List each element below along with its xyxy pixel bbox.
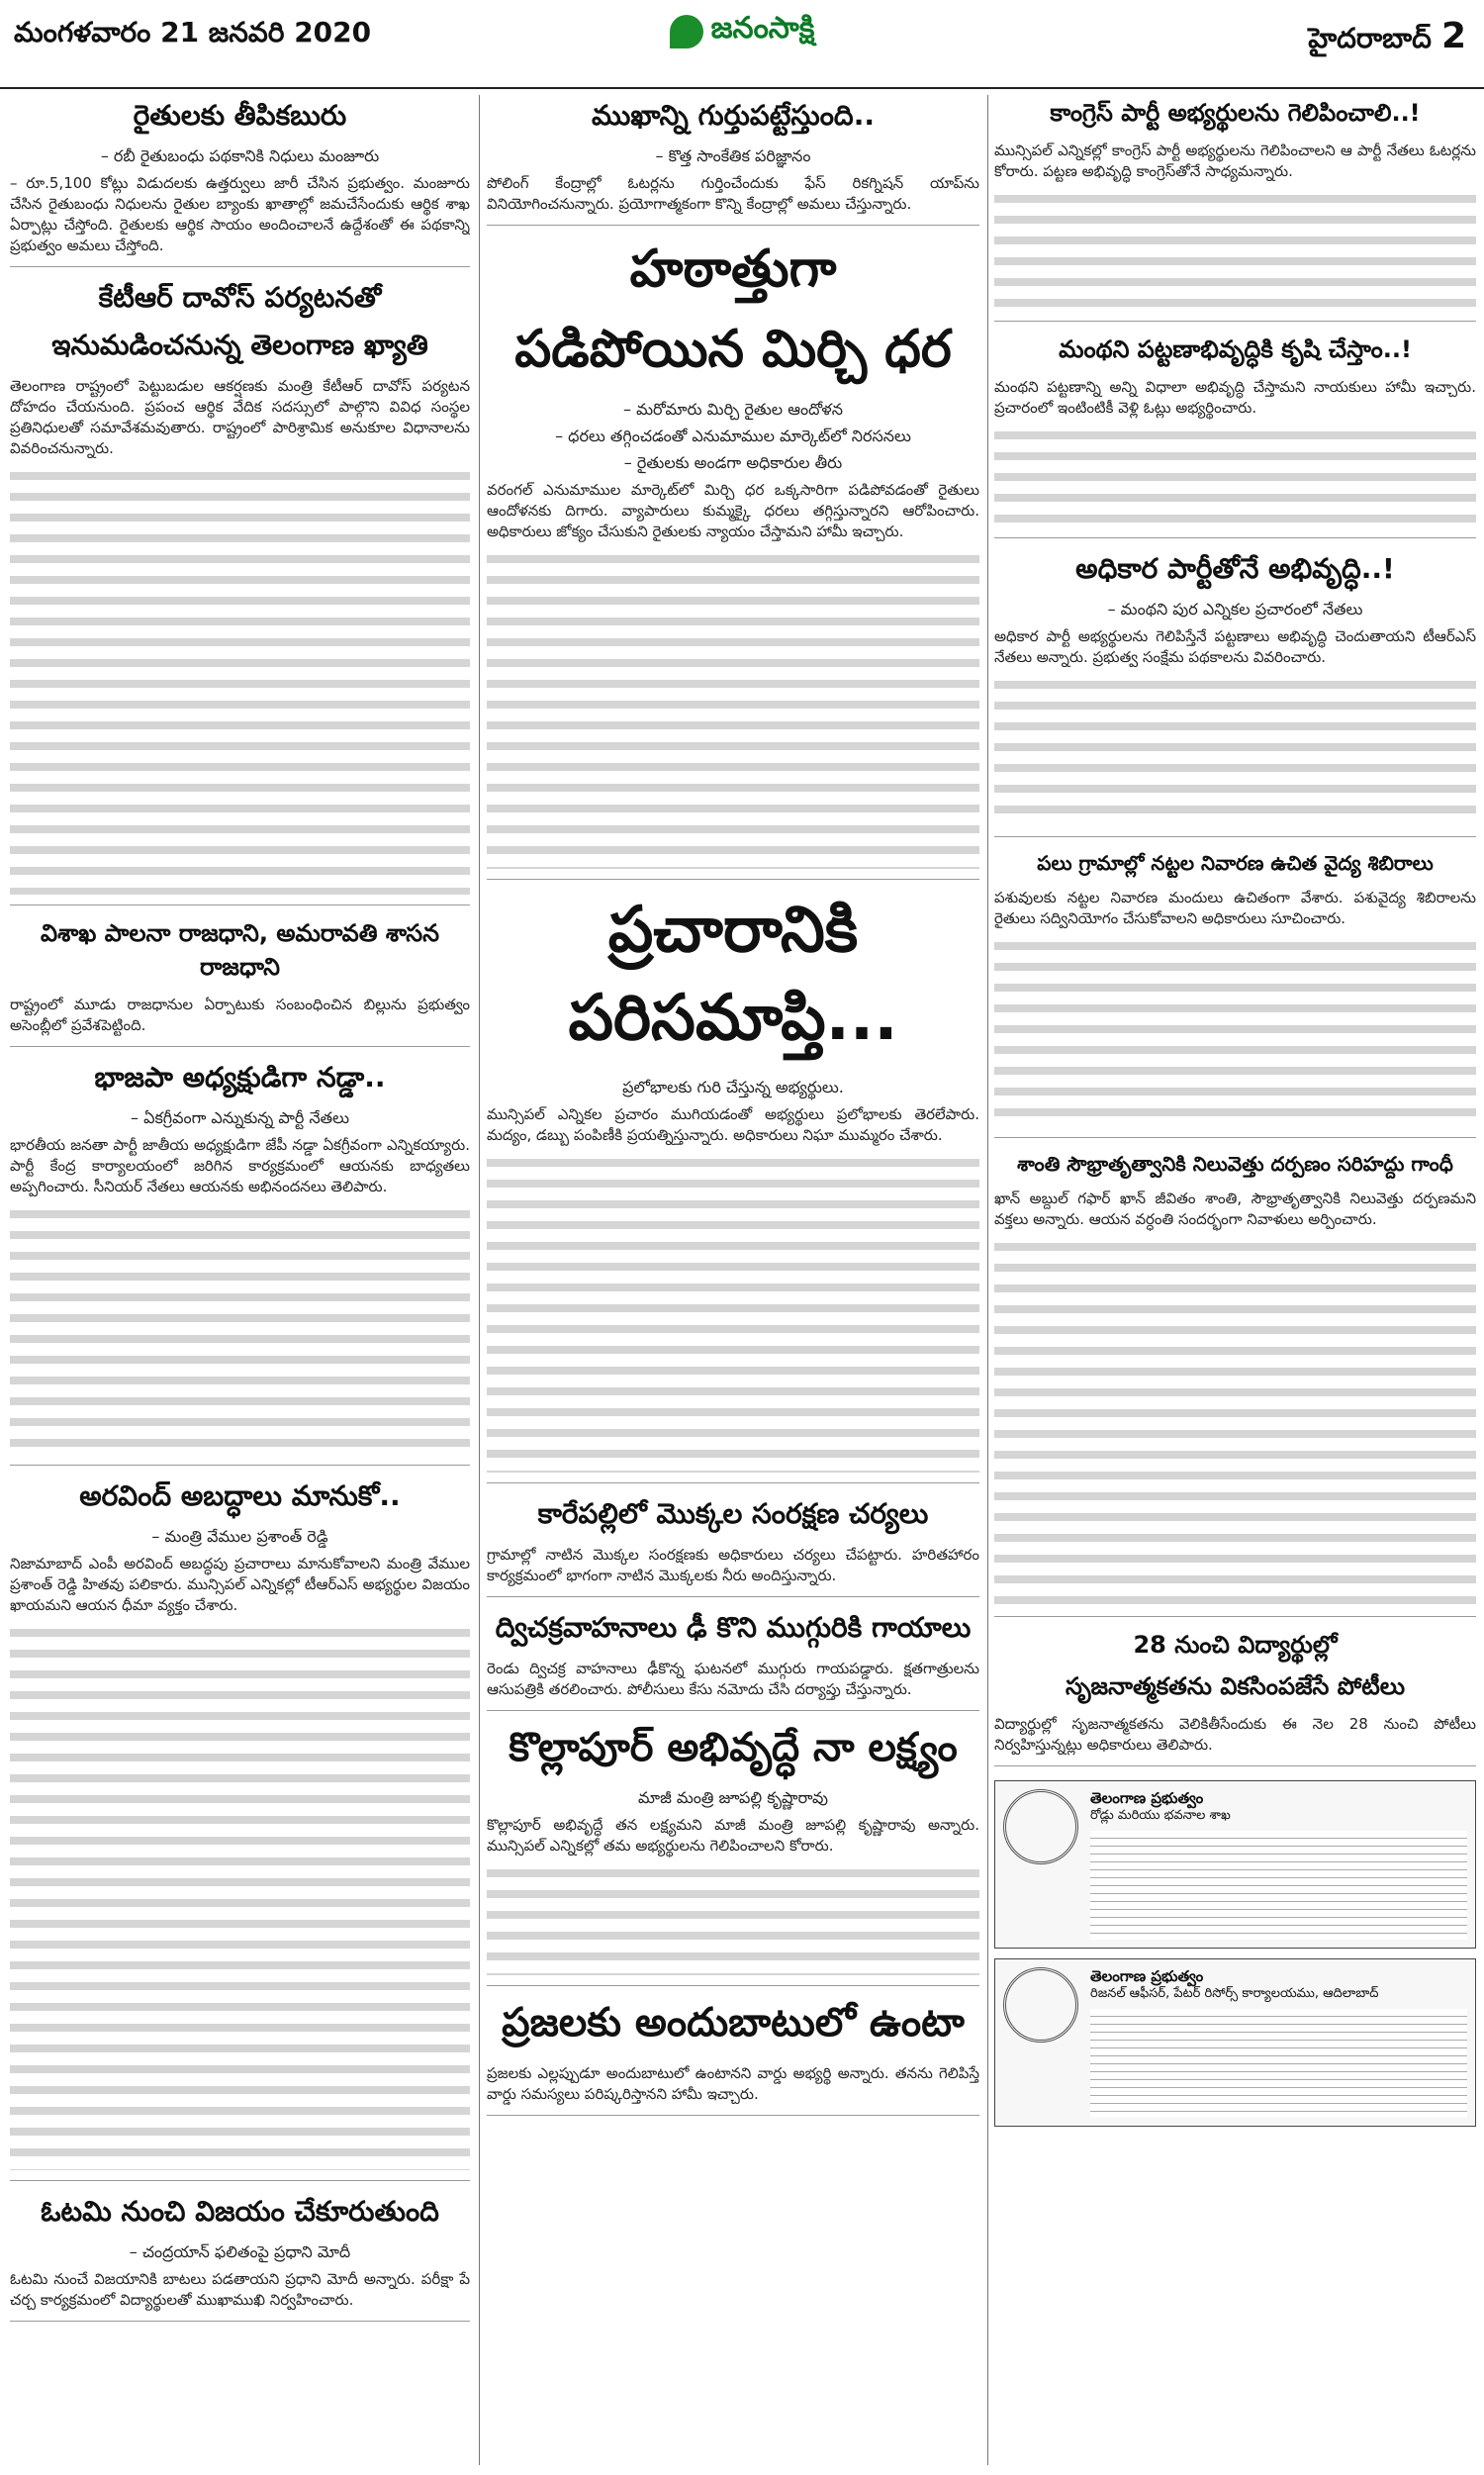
headline: కాంగ్రెస్‌ పార్టీ అభ్యర్థులను గెలిపించాలి..! bbox=[1050, 99, 1421, 127]
column-divider bbox=[479, 95, 480, 2465]
story-vet-camps bbox=[994, 851, 1476, 1138]
column-divider bbox=[987, 95, 988, 2465]
story-body: మున్సిపల్‌ ఎన్నికల్లో కాంగ్రెస్‌ పార్టీ అభ్యర్థులను గెలిపించాలని ఆ పార్టీ నేతలు ఓటర్లను కోరారు. పట్టణ అభివృద్ధి కాంగ్రెస్‌తోనే సాధ్యమన్నారు. bbox=[994, 142, 1476, 180]
headline-line2: పడిపోయిన మిర్చి ధర bbox=[514, 320, 952, 379]
story-ruling-party bbox=[994, 552, 1476, 837]
story-congress bbox=[994, 99, 1476, 322]
edition-city bbox=[1308, 16, 1466, 61]
story-body-continued bbox=[994, 929, 1476, 1127]
headline: విశాఖ పాలనా రాజధాని, అమరావతి శాసన రాజధాని bbox=[41, 919, 439, 981]
headline: అరవింద్‌ అబద్ధాలు మానుకో.. bbox=[79, 1479, 401, 1512]
headline: ప్రజలకు అందుబాటులో ఉంటా bbox=[502, 2000, 965, 2046]
story-body: పశువులకు నట్టల నివారణ మందులు ఉచితంగా వేశారు. పశువైద్య శిబిరాలను రైతులు సద్వినియోగం చేసుకోవాలని అధికారులు సూచించారు. bbox=[994, 889, 1476, 927]
story-body: ప్రజలకు ఎల్లప్పుడూ అందుబాటులో ఉంటానని వార్డు అభ్యర్థి అన్నారు. తనను గెలిపిస్తే వార్డు సమస్యలు పరిష్కరిస్తానని హామీ ఇచ్చారు. bbox=[487, 2064, 979, 2103]
headline: ప్రచారానికి పరిసమాప్తి... bbox=[568, 894, 898, 1055]
story-face-recognition bbox=[487, 99, 979, 226]
issue-date: మంగళవారం 21 జనవరి 2020 bbox=[14, 16, 372, 48]
story-body: – రూ.5,100 కోట్లు విడుదలకు ఉత్తర్వులు జారీ చేసిన ప్రభుత్వం. మంజూరు చేసిన రైతుబంధు నిధులను రైతుల బ్యాంకు ఖాతాల్లో జమచేసేందుకు ఆర్థిక శాఖ ఏర్పాట్లు చేస్తోంది. రైతులకు ఆర్థిక సాయం అందించాలనే ఉద్దేశంతో ఈ పథకాన్ని ప్రభుత్వం అమలు చేస్తోంది. bbox=[10, 174, 470, 254]
deck: ప్రలోభాలకు గురి చేస్తున్న అభ్యర్థులు. bbox=[622, 1078, 844, 1096]
page-number: 2 bbox=[1440, 16, 1466, 56]
story-farmers bbox=[10, 99, 470, 267]
story-aravind bbox=[10, 1479, 470, 2181]
story-body: నిజామాబాద్‌ ఎంపీ అరవింద్‌ అబద్ధపు ప్రచారాలు మానుకోవాలని మంత్రి వేముల ప్రశాంత్‌ రెడ్డి హితవు పలికారు. మున్సిపల్‌ ఎన్నికల్లో టీఆర్‌ఎస్‌ అభ్యర్థుల విజయం ఖాయమని ఆయన ధీమా వ్యక్తం చేశారు. bbox=[10, 1555, 470, 1614]
story-body-continued bbox=[487, 542, 979, 869]
headline: భాజపా అధ్యక్షుడిగా నడ్డా.. bbox=[94, 1061, 386, 1094]
column-middle bbox=[487, 95, 979, 2470]
story-modi bbox=[10, 2195, 470, 2322]
masthead bbox=[0, 0, 1484, 89]
headline: కొల్లాపూర్‌ అభివృద్ధే నా లక్ష్యం bbox=[509, 1725, 958, 1770]
story-chilli-price bbox=[487, 239, 979, 880]
column-left bbox=[10, 95, 470, 2470]
story-body: ఖాన్‌ అబ్దుల్‌ గఫార్‌ ఖాన్‌ జీవితం శాంతి, సౌభ్రాతృత్వానికి నిలువెత్తు దర్పణమని వక్తలు అన్నారు. ఆయన వర్ధంతి సందర్భంగా నివాళులు అర్పించారు. bbox=[994, 1190, 1476, 1228]
story-kollapur bbox=[487, 1725, 979, 1986]
leaf-icon bbox=[670, 15, 703, 48]
deck: – మరోమారు మిర్చి రైతుల ఆందోళన bbox=[623, 400, 843, 419]
tender-notice-ad bbox=[994, 1780, 1476, 1949]
story-body: అధికార పార్టీ అభ్యర్థులను గెలిపిస్తేనే పట్టణాలు అభివృద్ధి చెందుతాయని టీఆర్‌ఎస్‌ నేతలు అన్నారు. ప్రభుత్వ సంక్షేమ పథకాలను వివరించారు. bbox=[994, 627, 1476, 666]
city-name: హైదరాబాద్ bbox=[1308, 22, 1432, 54]
deck: – ధరలు తగ్గించడంతో ఎనుమాముల మార్కెట్‌లో నిరసనలు bbox=[555, 427, 911, 445]
story-karepalli bbox=[487, 1497, 979, 1597]
headline: కారేపల్లిలో మొక్కల సంరక్షణ చర్యలు bbox=[537, 1497, 929, 1530]
story-body: తెలంగాణ రాష్ట్రంలో పెట్టుబడుల ఆకర్షణకు మంత్రి కేటీఆర్‌ దావోస్‌ పర్యటన దోహదం చేయనుంది. ప్రపంచ ఆర్థిక వేదిక సదస్సులో పాల్గొని వివిధ సంస్థల ప్రతినిధులతో సమావేశమవుతారు. రాష్ట్రంలో పారిశ్రామిక అనుకూల విధానాలను వివరించనున్నారు. bbox=[10, 377, 470, 457]
story-body: కొల్లాపూర్‌ అభివృద్ధే తన లక్ష్యమని మాజీ మంత్రి జూపల్లి కృష్ణారావు అన్నారు. మున్సిపల్‌ ఎన్నికల్లో తమ అభ్యర్థులను గెలిపించాలని కోరారు. bbox=[487, 1816, 979, 1855]
headline: రైతులకు తీపికబురు bbox=[133, 99, 347, 132]
story-nadda bbox=[10, 1061, 470, 1466]
headline: మంథని పట్టణాభివృద్ధికి కృషి చేస్తాం..! bbox=[1059, 335, 1412, 363]
ad-title: తెలంగాణ ప్రభుత్వం bbox=[1090, 1789, 1204, 1807]
headline: హఠాత్తుగా bbox=[629, 239, 837, 299]
story-body: రెండు ద్విచక్ర వాహనాలు ఢీకొన్న ఘటనలో ముగ్గురు గాయపడ్డారు. క్షతగాత్రులను ఆసుపత్రికి తరలించారు. పోలీసులు కేసు నమోదు చేసి దర్యాప్తు చేస్తున్నారు. bbox=[487, 1660, 979, 1698]
govt-seal-icon bbox=[1003, 1789, 1078, 1864]
story-body: మున్సిపల్‌ ఎన్నికల ప్రచారం ముగియడంతో అభ్యర్థులు ప్రలోభాలకు తెరలేపారు. మద్యం, డబ్బు పంపిణీకి ప్రయత్నిస్తున్నారు. అధికారులు నిఘా ముమ్మరం చేశారు. bbox=[487, 1105, 979, 1144]
deck: – రబీ రైతుబంధు పథకానికి నిధులు మంజూరు bbox=[100, 146, 380, 165]
deck: – చంద్రయాన్‌ ఫలితంపై ప్రధాని మోదీ bbox=[129, 2242, 351, 2261]
headline: ద్విచక్రవాహనాలు ఢీ కొని ముగ్గురికి గాయాలు bbox=[495, 1611, 972, 1644]
story-body: గ్రామాల్లో నాటిన మొక్కల సంరక్షణకు అధికారులు చర్యలు చేపట్టారు. హరితహారం కార్యక్రమంలో భాగంగా నాటిన మొక్కలకు నీరు అందిస్తున్నారు. bbox=[487, 1546, 979, 1584]
logo-text: జనంసాక్షి bbox=[710, 11, 815, 46]
story-capitals bbox=[10, 919, 470, 1047]
headline-line2: ఇనుమడించనున్న తెలంగాణ ఖ్యాతి bbox=[51, 329, 428, 361]
ad-fine-print bbox=[1090, 1831, 1467, 1940]
story-accessible bbox=[487, 2000, 979, 2116]
story-body-continued bbox=[487, 1856, 979, 1975]
govt-seal-icon bbox=[1003, 1967, 1078, 2043]
headline: శాంతి సౌభ్రాతృత్వానికి నిలువెత్తు దర్పణం సరిహద్దు గాంధీ bbox=[1017, 1152, 1453, 1176]
story-body: భారతీయ జనతా పార్టీ జాతీయ అధ్యక్షుడిగా జేపీ నడ్డా ఏకగ్రీవంగా ఎన్నికయ్యారు. పార్టీ కేంద్ర కార్యాలయంలో జరిగిన కార్యక్రమంలో ఆయనకు బాధ్యతలు అప్పగించారు. సీనియర్‌ నేతలు ఆయనకు అభినందనలు తెలిపారు. bbox=[10, 1136, 470, 1195]
story-body: పోలింగ్‌ కేంద్రాల్లో ఓటర్లను గుర్తించేందుకు ఫేస్‌ రికగ్నిషన్‌ యాప్‌ను వినియోగించనున్నారు. ప్రయోగాత్మకంగా కొన్ని కేంద్రాల్లో అమలు చేస్తున్నారు. bbox=[487, 174, 979, 213]
ad-title: తెలంగాణ ప్రభుత్వం bbox=[1090, 1967, 1204, 1985]
newspaper-logo bbox=[594, 10, 890, 53]
story-body: ఓటమి నుంచే విజయానికి బాటలు పడతాయని ప్రధాని మోదీ అన్నారు. పరీక్షా పే చర్చ కార్యక్రమంలో విద్యార్థులతో ముఖాముఖి నిర్వహించారు. bbox=[10, 2270, 470, 2309]
story-body-continued bbox=[994, 419, 1476, 527]
story-manthani bbox=[994, 335, 1476, 538]
story-frontier-gandhi bbox=[994, 1152, 1476, 1617]
headline: కేటీఆర్‌ దావోస్‌ పర్యటనతో bbox=[98, 281, 382, 314]
column-right bbox=[994, 95, 1476, 2470]
story-student-contests bbox=[994, 1631, 1476, 1766]
story-body: విద్యార్థుల్లో సృజనాత్మకతను వెలికితీసేందుకు ఈ నెల 28 నుంచి పోటీలు నిర్వహిస్తున్నట్లు అధికారులు తెలిపారు. bbox=[994, 1715, 1476, 1754]
ad-subtitle: రోడ్లు మరియు భవనాల శాఖ bbox=[1090, 1808, 1231, 1823]
deck: – ఏకగ్రీవంగా ఎన్నుకున్న పార్టీ నేతలు bbox=[130, 1108, 350, 1127]
deck: మాజీ మంత్రి జూపల్లి కృష్ణారావు bbox=[638, 1788, 828, 1807]
headline: ఓటమి నుంచి విజయం చేకూరుతుంది bbox=[41, 2195, 439, 2228]
ad-fine-print bbox=[1090, 2009, 1467, 2118]
deck: – మంథని పుర ఎన్నికల ప్రచారంలో నేతలు bbox=[1107, 600, 1363, 619]
story-body-continued bbox=[10, 1616, 470, 2170]
story-body: రాష్ట్రంలో మూడు రాజధానుల ఏర్పాటుకు సంబంధించిన బిల్లును ప్రభుత్వం అసెంబ్లీలో ప్రవేశపెట్టింది. bbox=[10, 996, 470, 1034]
headline: ముఖాన్ని గుర్తుపట్టేస్తుంది.. bbox=[592, 99, 875, 132]
deck: – మంత్రి వేముల ప్రశాంత్‌ రెడ్డి bbox=[151, 1527, 328, 1546]
story-body-continued bbox=[10, 1197, 470, 1455]
ad-subtitle: రిజనల్‌ ఆఫీసర్‌, పేటర్‌ రిసోర్స్‌ కార్యాలయము, ఆదిలాబాద్‌ bbox=[1090, 1986, 1379, 2001]
story-body-continued bbox=[994, 182, 1476, 311]
headline: అధికార పార్టీతోనే అభివృద్ధి..! bbox=[1075, 552, 1395, 585]
story-body-continued bbox=[994, 1230, 1476, 1606]
story-ktr-davos bbox=[10, 281, 470, 905]
story-body-continued bbox=[10, 459, 470, 895]
story-body: వరంగల్‌ ఎనుమాముల మార్కెట్‌లో మిర్చి ధర ఒక్కసారిగా పడిపోవడంతో రైతులు ఆందోళనకు దిగారు. వ్యాపారులు కుమ్మక్కై ధరలు తగ్గిస్తున్నారని ఆరోపించారు. అధికారులు జోక్యం చేసుకుని రైతులకు న్యాయం చేస్తామని హామీ ఇచ్చారు. bbox=[487, 481, 979, 540]
headline-line2: సృజనాత్మకతను వికసింపజేసే పోటీలు bbox=[1065, 1672, 1406, 1700]
deck: – రైతులకు అండగా అధికారుల తీరు bbox=[623, 453, 843, 472]
tender-notice-ad bbox=[994, 1958, 1476, 2127]
story-body-continued bbox=[994, 668, 1476, 826]
headline: పలు గ్రామాల్లో నట్టల నివారణ ఉచిత వైద్య శిబిరాలు bbox=[1037, 851, 1434, 875]
story-accident bbox=[487, 1611, 979, 1711]
story-body-continued bbox=[487, 1146, 979, 1473]
story-campaign-end bbox=[487, 894, 979, 1483]
headline: 28 నుంచి విద్యార్థుల్లో bbox=[1133, 1631, 1338, 1659]
deck: – కొత్త సాంకేతిక పరిజ్ఞానం bbox=[655, 146, 811, 165]
story-body: మంథని పట్టణాన్ని అన్ని విధాలా అభివృద్ధి చేస్తామని నాయకులు హామీ ఇచ్చారు. ప్రచారంలో ఇంటింటికీ వెళ్లి ఓట్లు అభ్యర్థించారు. bbox=[994, 378, 1476, 417]
